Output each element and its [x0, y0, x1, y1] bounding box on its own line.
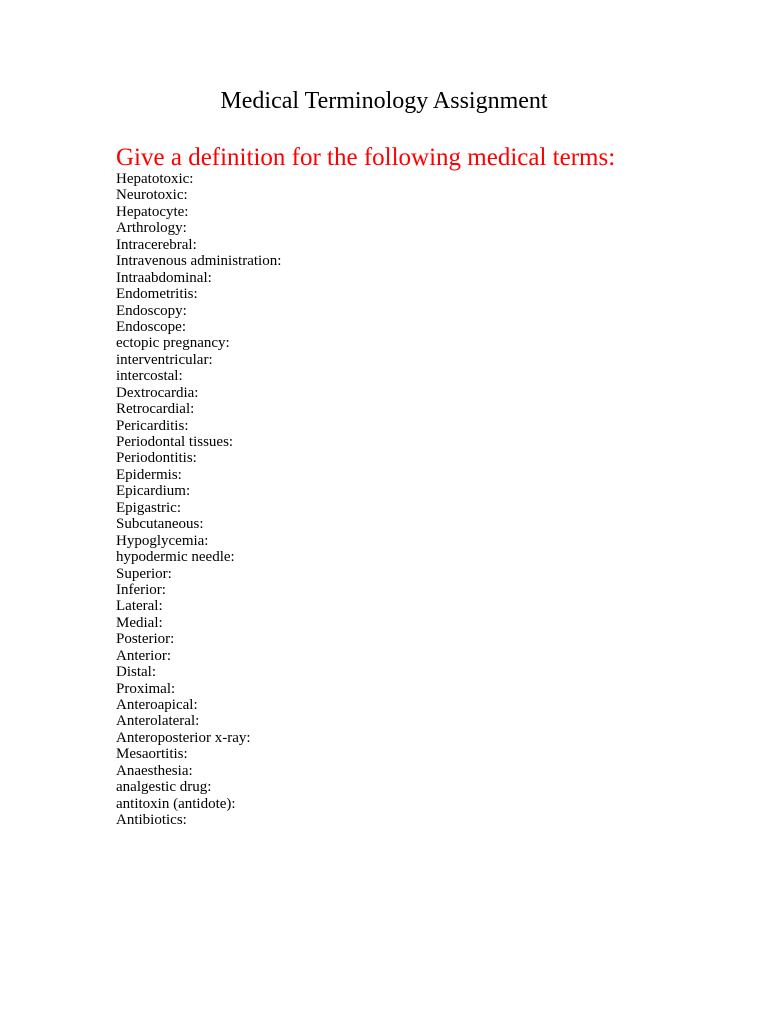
term-item: Hypoglycemia:	[116, 532, 209, 549]
term-item: Proximal:	[116, 680, 176, 697]
term-item: Hepatotoxic:	[116, 171, 194, 187]
term-item: Intracerebral:	[116, 236, 197, 253]
term-item: Posterior:	[116, 631, 175, 648]
term-item: Endometritis:	[116, 286, 198, 303]
term-item: Medial:	[116, 614, 163, 631]
term-item: hypodermic needle:	[116, 549, 235, 566]
term-item: Inferior:	[116, 581, 166, 598]
term-item: Pericarditis:	[116, 417, 189, 434]
term-item: Epigastric:	[116, 499, 181, 516]
term-item: Intraabdominal:	[116, 269, 212, 286]
term-item: analgestic drug:	[116, 779, 212, 796]
document-title: Medical Terminology Assignment	[220, 88, 548, 114]
term-item: Distal:	[116, 664, 156, 681]
term-item: Subcutaneous:	[116, 516, 204, 533]
term-item: Periodontitis:	[116, 450, 197, 467]
term-item: ectopic pregnancy:	[116, 335, 230, 352]
term-item: Dextrocardia:	[116, 384, 199, 401]
term-item: Intravenous administration:	[116, 253, 282, 270]
term-item: Lateral:	[116, 598, 163, 615]
term-item: Superior:	[116, 565, 172, 582]
term-item: Arthrology:	[116, 220, 187, 237]
term-list	[116, 171, 281, 829]
term-item: Endoscopy:	[116, 302, 187, 319]
term-item: Neurotoxic:	[116, 187, 188, 204]
term-item: antitoxin (antidote):	[116, 795, 236, 812]
term-item: Endoscope:	[116, 318, 186, 335]
term-item: Hepatocyte:	[116, 203, 189, 220]
instruction-heading: Give a definition for the following medical terms:	[116, 144, 616, 171]
term-item: Antibiotics:	[116, 812, 187, 829]
term-item: Anterolateral:	[116, 713, 200, 730]
term-item: Anaesthesia:	[116, 762, 193, 779]
term-item: Periodontal tissues:	[116, 434, 234, 450]
term-item: intercostal:	[116, 368, 183, 385]
term-item: Mesaortitis:	[116, 746, 188, 763]
term-item: Anterior:	[116, 647, 171, 664]
term-item: Anteroposterior x-ray:	[116, 729, 251, 746]
term-item: interventricular:	[116, 351, 213, 368]
term-item: Retrocardial:	[116, 401, 195, 418]
term-item: Epicardium:	[116, 483, 191, 500]
term-item: Epidermis:	[116, 466, 182, 483]
term-item: Anteroapical:	[116, 697, 198, 713]
